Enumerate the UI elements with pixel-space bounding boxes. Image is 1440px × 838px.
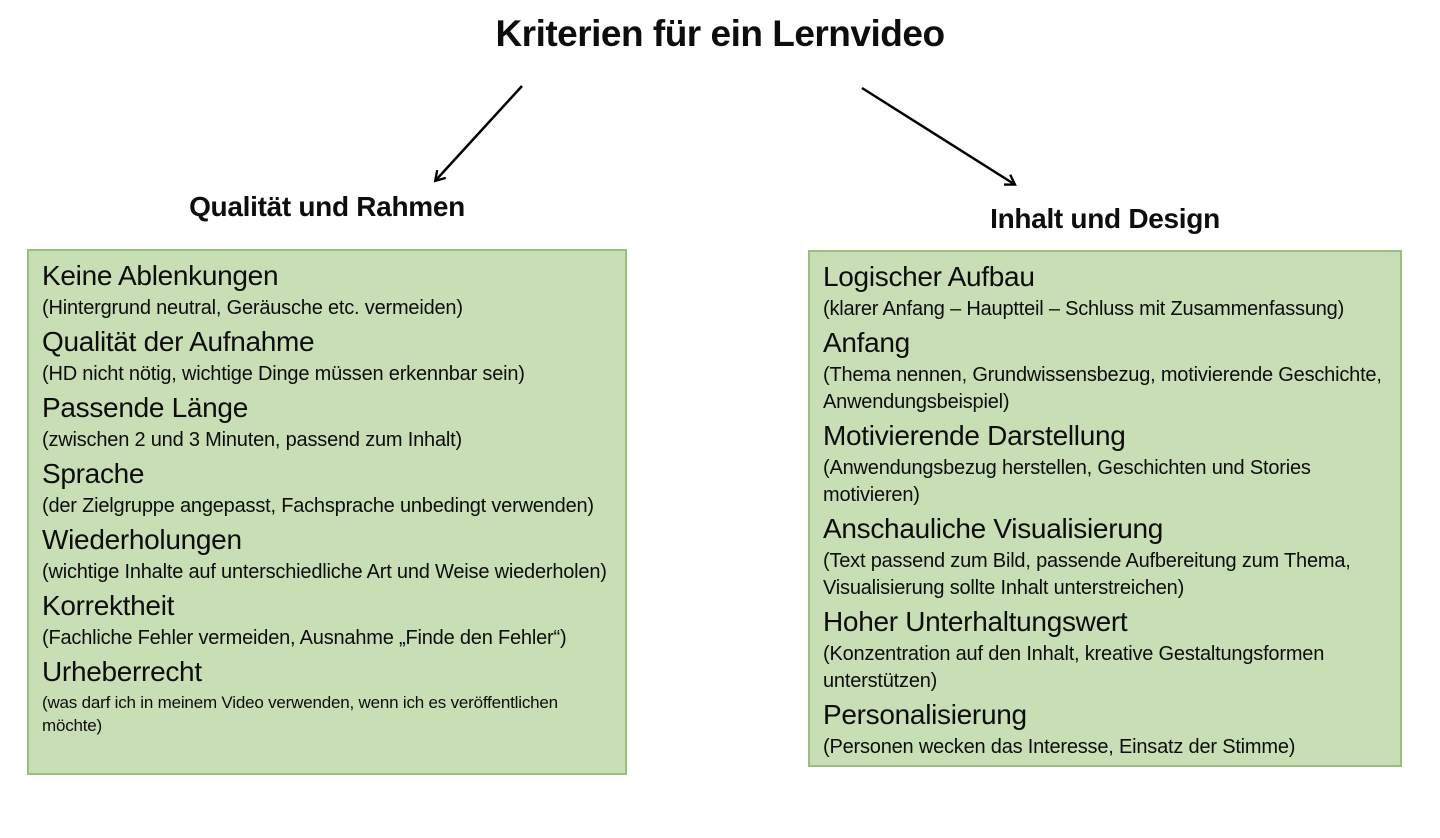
- content-criteria-box: [808, 250, 1402, 767]
- criterion-item: [42, 586, 612, 652]
- criterion-heading: Logischer Aufbau: [823, 261, 1035, 292]
- column-header-content: Inhalt und Design: [990, 203, 1220, 234]
- criterion-heading: Qualität der Aufnahme: [42, 326, 315, 357]
- criterion-detail: (wichtige Inhalte auf unterschiedliche Art und Weise wiederholen): [42, 561, 607, 583]
- arrow-to-left-column: [436, 86, 522, 180]
- criterion-detail: (Personen wecken das Interesse, Einsatz der Stimme): [823, 736, 1296, 758]
- criterion-heading: Motivierende Darstellung: [823, 420, 1126, 451]
- criterion-heading: Sprache: [42, 458, 145, 489]
- criterion-detail: (klarer Anfang – Hauptteil – Schluss mit Zusammenfassung): [823, 298, 1345, 320]
- criterion-detail: (Fachliche Fehler vermeiden, Ausnahme „Finde den Fehler“): [42, 627, 567, 649]
- criterion-item: [42, 454, 612, 520]
- criterion-item: [823, 602, 1387, 695]
- criterion-item: [42, 388, 612, 454]
- column-header-quality: Qualität und Rahmen: [189, 191, 465, 222]
- criterion-detail: (was darf ich in meinem Video verwenden, wenn ich es veröffentlichen möchte): [42, 693, 558, 735]
- criterion-heading: Personalisierung: [823, 699, 1027, 730]
- criterion-item: [823, 695, 1387, 761]
- criterion-detail: (Text passend zum Bild, passende Aufbereitung zum Thema, Visualisierung sollte Inhalt unterstreichen): [823, 550, 1351, 599]
- criterion-item: [823, 257, 1387, 323]
- criterion-detail: (Hintergrund neutral, Geräusche etc. vermeiden): [42, 297, 463, 319]
- criterion-detail: (Thema nennen, Grundwissensbezug, motivierende Geschichte, Anwendungsbeispiel): [823, 364, 1382, 413]
- criterion-heading: Urheberrecht: [42, 656, 202, 687]
- criterion-item: [42, 256, 612, 322]
- criterion-heading: Wiederholungen: [42, 524, 242, 555]
- criterion-heading: Passende Länge: [42, 392, 248, 423]
- criterion-item: [823, 509, 1387, 602]
- criterion-item: [42, 520, 612, 586]
- quality-criteria-box: [27, 249, 627, 775]
- criterion-heading: Anschauliche Visualisierung: [823, 513, 1164, 544]
- criterion-heading: Keine Ablenkungen: [42, 260, 279, 291]
- criterion-detail: (Konzentration auf den Inhalt, kreative Gestaltungsformen unterstützen): [823, 643, 1325, 692]
- criterion-detail: (HD nicht nötig, wichtige Dinge müssen erkennbar sein): [42, 363, 525, 385]
- criterion-item: [42, 322, 612, 388]
- criterion-detail: (zwischen 2 und 3 Minuten, passend zum Inhalt): [42, 429, 462, 451]
- criterion-detail: (Anwendungsbezug herstellen, Geschichten und Stories motivieren): [823, 457, 1311, 506]
- page-title: Kriterien für ein Lernvideo: [495, 13, 945, 54]
- criterion-heading: Korrektheit: [42, 590, 175, 621]
- criterion-item: [42, 652, 612, 737]
- criterion-item: [823, 323, 1387, 416]
- criterion-heading: Hoher Unterhaltungswert: [823, 606, 1128, 637]
- criterion-item: [823, 416, 1387, 509]
- arrow-to-right-column: [862, 88, 1014, 184]
- criterion-detail: (der Zielgruppe angepasst, Fachsprache unbedingt verwenden): [42, 495, 594, 517]
- criterion-heading: Anfang: [823, 327, 910, 358]
